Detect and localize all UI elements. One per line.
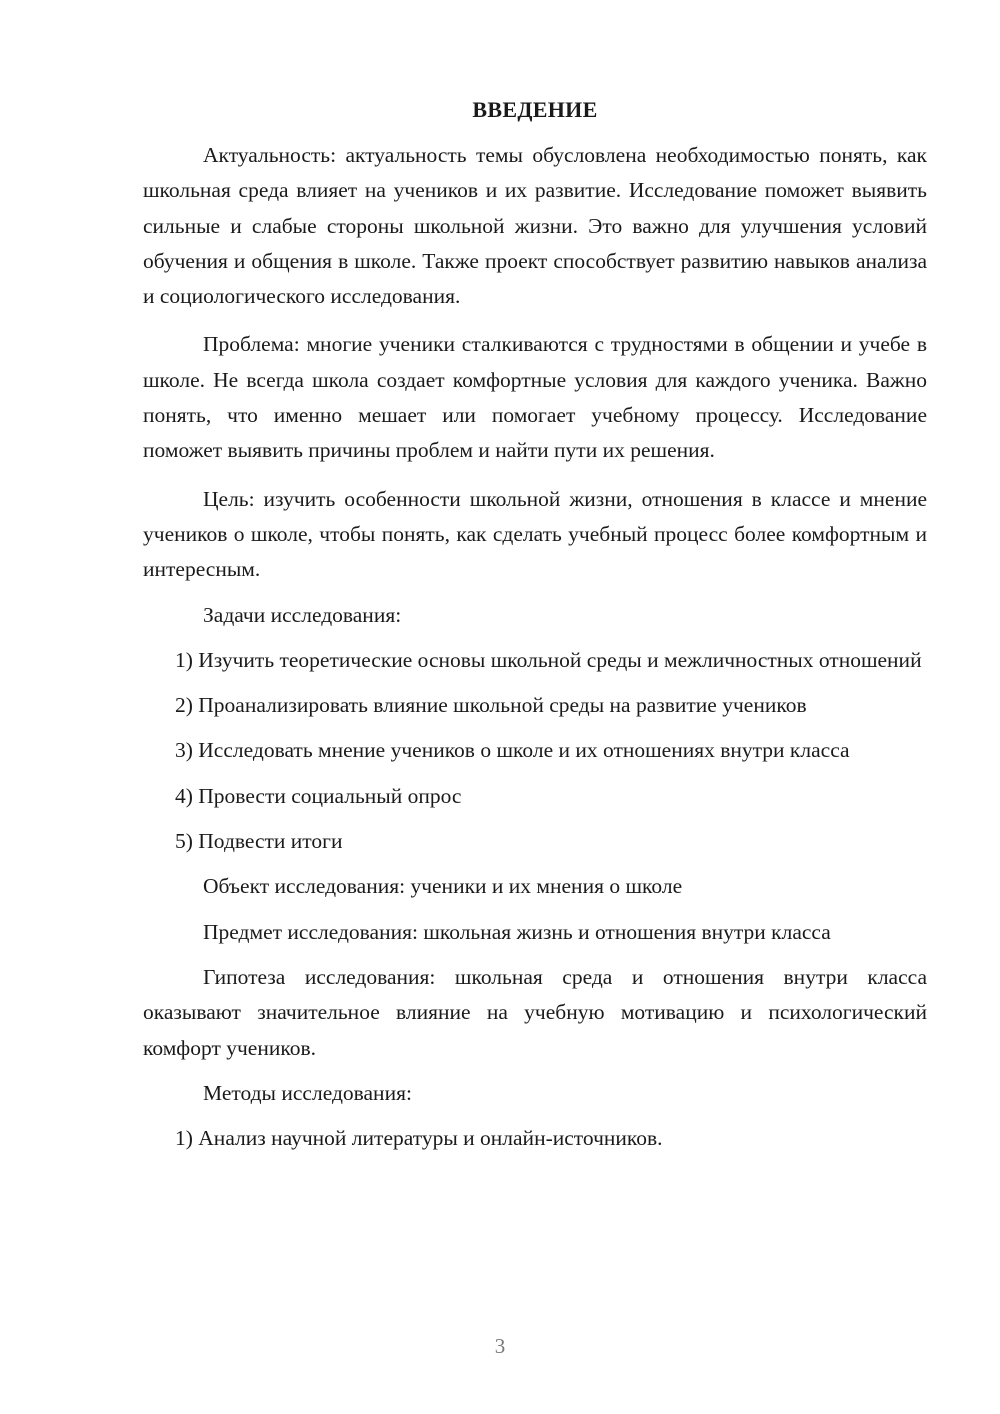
object-paragraph: Объект исследования: ученики и их мнения о школе: [203, 874, 683, 899]
hypothesis-paragraph: Гипотеза исследования: школьная среда и отношения внутри класса оказывают значительное влияние на учебную мотивацию и психологический комфорт учеников.: [143, 964, 927, 1060]
task-item: 3) Исследовать мнение учеников о школе и их отношениях внутри класса: [175, 738, 850, 763]
section-heading: ВВЕДЕНИЕ: [472, 97, 598, 122]
tasks-heading: Задачи исследования:: [203, 602, 402, 627]
subject-paragraph: Предмет исследования: школьная жизнь и отношения внутри класса: [203, 919, 831, 944]
task-item: 1) Изучить теоретические основы школьной среды и межличностных отношений: [175, 647, 922, 672]
page-number: 3: [494, 1334, 506, 1358]
method-item: 1) Анализ научной литературы и онлайн-источников.: [175, 1126, 663, 1151]
task-item: 4) Провести социальный опрос: [175, 783, 462, 808]
methods-heading: Методы исследования:: [203, 1080, 412, 1105]
relevance-paragraph: Актуальность: актуальность темы обусловлена необходимостью понять, как школьная среда влияет на учеников и их развитие. Исследование поможет выявить сильные и слабые стороны школьной жизни. Это важно для улучшения условий обучения и общения в школе. Также проект способствует развитию навыков анализа и социологического исследования.: [143, 143, 927, 309]
problem-paragraph: Проблема: многие ученики сталкиваются с трудностями в общении и учебе в школе. Не всегда школа создает комфортные условия для каждого ученика. Важно понять, что именно мешает или помогает учебному процессу. Исследование поможет выявить причины проблем и найти пути их решения.: [143, 332, 927, 463]
goal-paragraph: Цель: изучить особенности школьной жизни, отношения в классе и мнение учеников о школе, чтобы понять, как сделать учебный процесс более комфортным и интересным.: [143, 486, 927, 582]
task-item: 2) Проанализировать влияние школьной среды на развитие учеников: [175, 693, 807, 718]
page-content: [143, 96, 927, 1156]
task-item: 5) Подвести итоги: [175, 829, 343, 854]
